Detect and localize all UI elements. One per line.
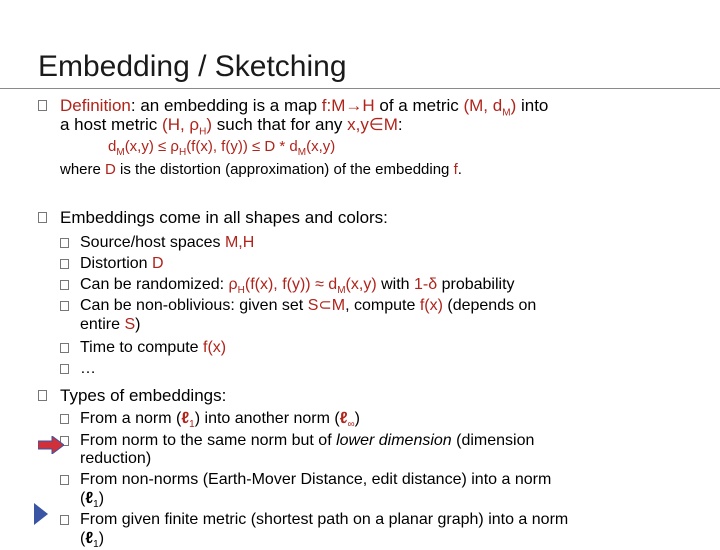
title-divider [0, 88, 720, 89]
list-item: Can be randomized: $\rho_H(f(x)$, $f(y)) \approx d_M(x,y)$ with 1-δ probability [80, 276, 515, 297]
list-item: From norm to the same norm but of lower dimension (dimension [80, 432, 535, 449]
shapes-and-colors-heading: Embeddings come in all shapes and colors: [60, 208, 388, 227]
distortion-explanation: where D is the distortion (approximation) of the embedding f. [60, 161, 462, 178]
list-item: From given finite metric (shortest path on a planar graph) into a norm [80, 511, 569, 528]
sub-bullet-box-icon [60, 238, 69, 248]
map-expression: f:M→H [321, 96, 375, 115]
definition-line-1: Definition: an embedding is a map f:M→H of a metric (M, $d_M$) into [60, 96, 549, 119]
types-heading: Types of embeddings: [60, 386, 227, 405]
list-item: Source/host spaces M,H [80, 234, 255, 251]
list-item-continuation: entire S) [80, 316, 141, 333]
list-item-continuation: (ℓ$_1$) [80, 530, 105, 550]
list-item: … [80, 360, 96, 377]
slide-title: Embedding / Sketching [38, 50, 347, 83]
list-item: Can be non-oblivious: given set S⊂M, compute f(x) (depends on [80, 297, 537, 314]
sub-bullet-box-icon [60, 343, 69, 353]
bullet-box-icon [38, 212, 47, 223]
sub-bullet-box-icon [60, 364, 69, 374]
bullet-box-icon [38, 390, 47, 401]
sub-bullet-box-icon [60, 414, 69, 424]
list-item-continuation: reduction) [80, 450, 152, 467]
list-item-continuation: (ℓ$_1$) [80, 490, 105, 511]
sub-bullet-box-icon [60, 515, 69, 525]
list-item: From non-norms (Earth-Mover Distance, edit distance) into a norm [80, 471, 552, 488]
sub-bullet-box-icon [60, 280, 69, 290]
definition-line-2: a host metric (H, $\rho_H$) such that for any x,y∈M: [60, 115, 403, 138]
list-item: Time to compute f(x) [80, 339, 227, 356]
red-arrow-icon [38, 436, 64, 454]
bullet-box-icon [38, 100, 47, 111]
list-item: From a norm (ℓ$_1$) into another norm (ℓ$_\infty$) [80, 410, 360, 431]
sub-bullet-box-icon [60, 475, 69, 485]
list-item: Distortion D [80, 255, 164, 272]
sub-bullet-box-icon [60, 259, 69, 269]
definition-label: Definition [60, 96, 131, 115]
distortion-formula: $d_M(x,y) \le \rho_H(f(x)$, $f(y)) \le D * d_M(x,y)$ [108, 138, 336, 158]
sub-bullet-box-icon [60, 301, 69, 311]
play-triangle-icon[interactable] [34, 503, 48, 525]
